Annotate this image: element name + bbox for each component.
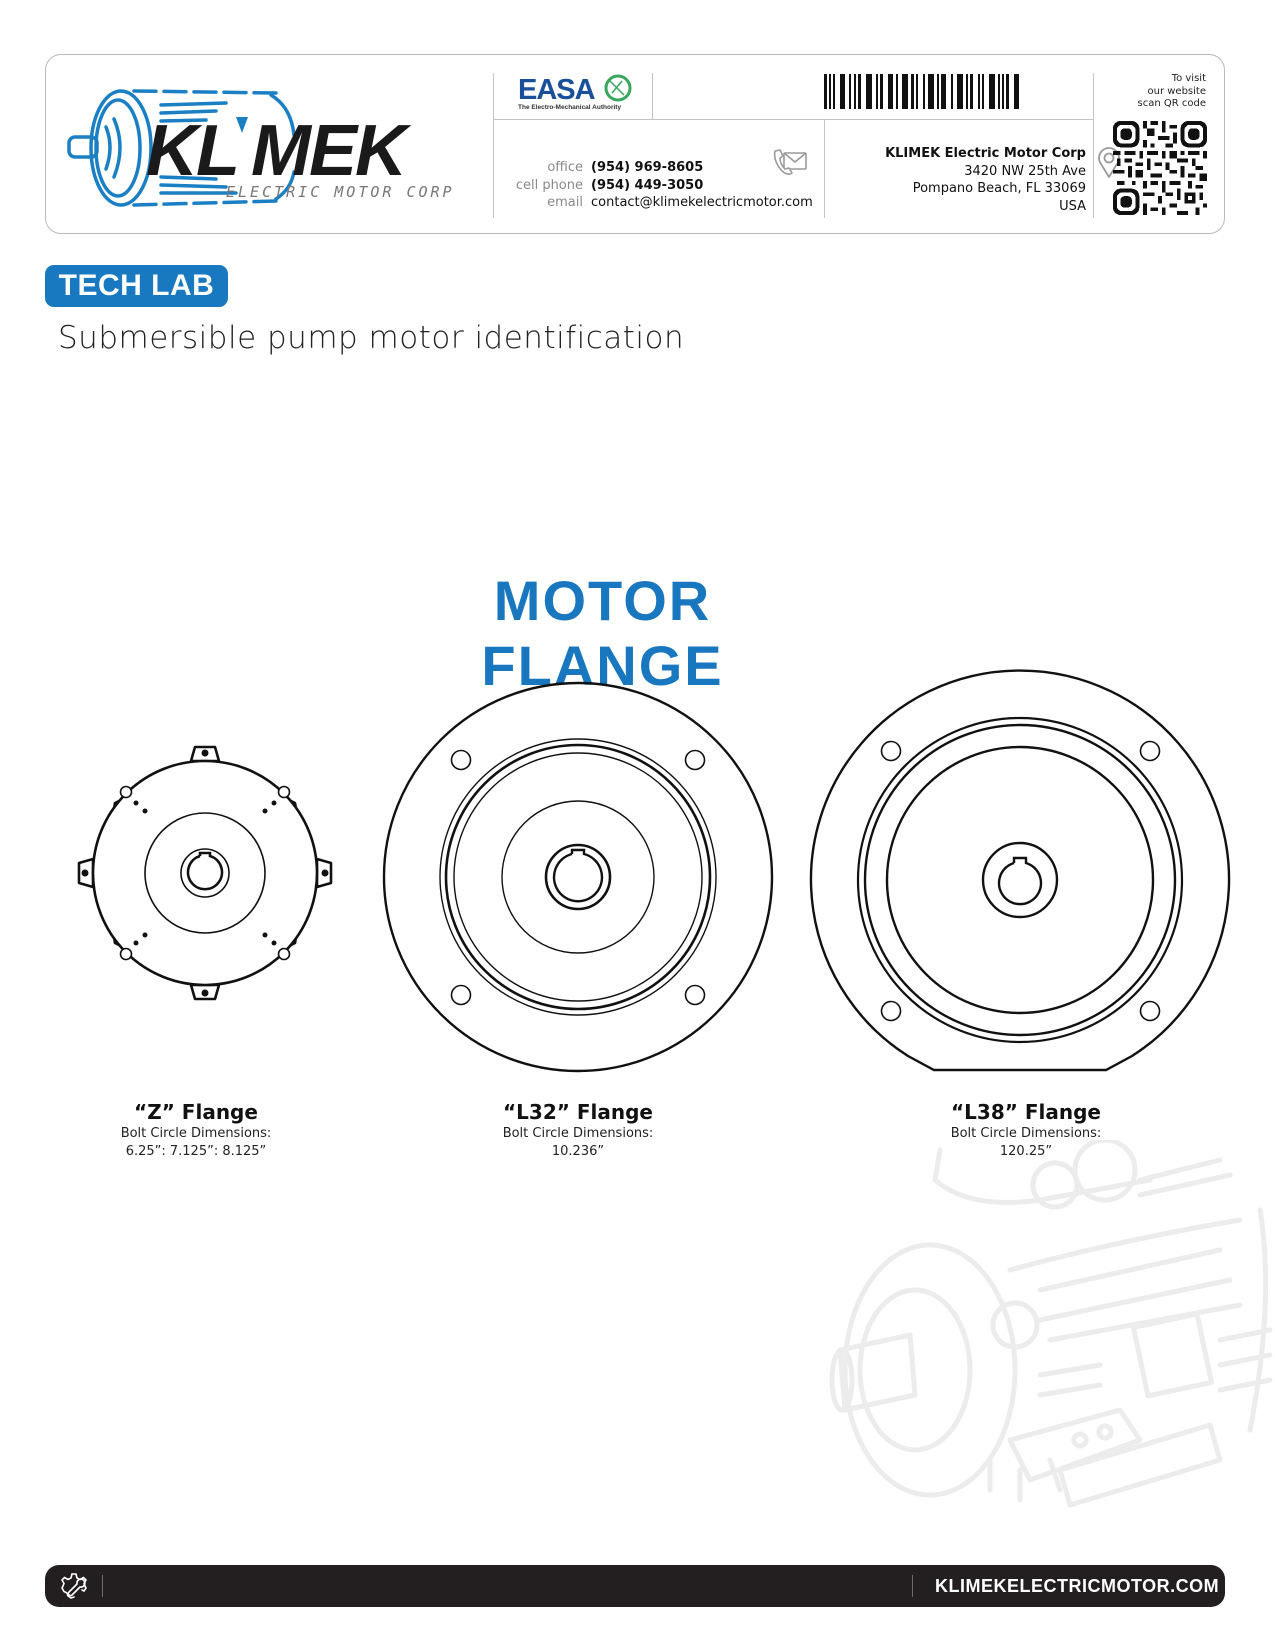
l32-flange-drawing	[378, 677, 778, 1077]
flange-dimension-value: 10.236”	[551, 1144, 605, 1159]
qr-caption-line: our website	[1147, 85, 1206, 97]
flange-dimension-value: 120.25”	[999, 1144, 1053, 1159]
phone-mail-icon	[772, 147, 808, 177]
barcode	[824, 74, 1074, 109]
gear-wrench-icon	[59, 1571, 89, 1601]
email-link[interactable]: contact@klimekelectricmotor.com	[591, 195, 813, 210]
city: Pompano Beach, FL 33069	[912, 181, 1086, 196]
l38-flange-icon	[810, 670, 1230, 1090]
klimek-motor-logo-icon	[66, 77, 466, 207]
footer-divider	[912, 1575, 913, 1597]
flange-dimension-label: Bolt Circle Dimensions:	[950, 1126, 1102, 1141]
flange-dimension-label: Bolt Circle Dimensions:	[502, 1126, 654, 1141]
svg-text:KL: KL	[146, 111, 238, 191]
tech-lab-badge: TECH LAB	[45, 265, 228, 307]
l32-flange-caption	[448, 1099, 708, 1161]
qr-caption-line: scan QR code	[1137, 98, 1206, 109]
flange-title: “L32” Flange	[503, 1100, 653, 1124]
office-phone[interactable]: (954) 969-8605	[591, 160, 704, 175]
footer-bar	[45, 1565, 1225, 1607]
klimek-logo[interactable]	[66, 77, 466, 207]
divider	[1093, 73, 1094, 218]
divider	[493, 119, 1093, 120]
flange-dimension-value: 6.25”: 7.125”: 8.125”	[125, 1144, 267, 1159]
l32-flange-icon	[378, 677, 778, 1077]
qr-caption-line: To visit	[1171, 73, 1206, 84]
cell-row	[493, 177, 823, 195]
website-link[interactable]: KLIMEKELECTRICMOTOR.COM	[935, 1576, 1220, 1596]
z-flange-caption	[66, 1099, 326, 1161]
cell-phone[interactable]: (954) 449-3050	[591, 177, 704, 193]
z-flange-drawing	[70, 738, 340, 1008]
svg-text:MEK: MEK	[251, 111, 405, 191]
svg-text:EASA: EASA	[518, 74, 595, 106]
page-subtitle: Submersible pump motor identification	[58, 320, 685, 356]
divider	[652, 73, 653, 119]
motor-watermark-icon	[820, 1140, 1275, 1530]
flange-title: “Z” Flange	[134, 1100, 258, 1124]
l38-flange-drawing	[810, 670, 1230, 1090]
country: USA	[1059, 198, 1086, 214]
street: 3420 NW 25th Ave	[964, 163, 1086, 179]
l38-flange-caption	[896, 1099, 1156, 1161]
header-card	[45, 54, 1225, 234]
flange-dimension-label: Bolt Circle Dimensions:	[120, 1126, 272, 1141]
email-row	[493, 194, 823, 212]
svg-text:The Electro-Mechanical Authori: The Electro-Mechanical Authority	[518, 104, 622, 111]
qr-code[interactable]	[1113, 121, 1207, 215]
company-name: KLIMEK Electric Motor Corp	[885, 146, 1086, 161]
office-label: office	[547, 160, 583, 175]
section-title: MOTOR FLANGE	[481, 569, 724, 697]
qr-caption	[1106, 73, 1206, 111]
divider	[824, 119, 825, 218]
flange-title: “L38” Flange	[951, 1100, 1101, 1124]
easa-logo-icon	[516, 71, 636, 113]
easa-logo[interactable]	[516, 71, 636, 113]
footer-divider	[102, 1575, 103, 1597]
z-flange-icon	[70, 738, 340, 1008]
logo-tagline: ELECTRIC MOTOR CORP	[226, 183, 455, 201]
qr-code-icon	[1113, 121, 1207, 215]
email-label: email	[547, 195, 583, 210]
cell-label: cell phone	[515, 177, 583, 193]
address-block	[836, 145, 1086, 215]
